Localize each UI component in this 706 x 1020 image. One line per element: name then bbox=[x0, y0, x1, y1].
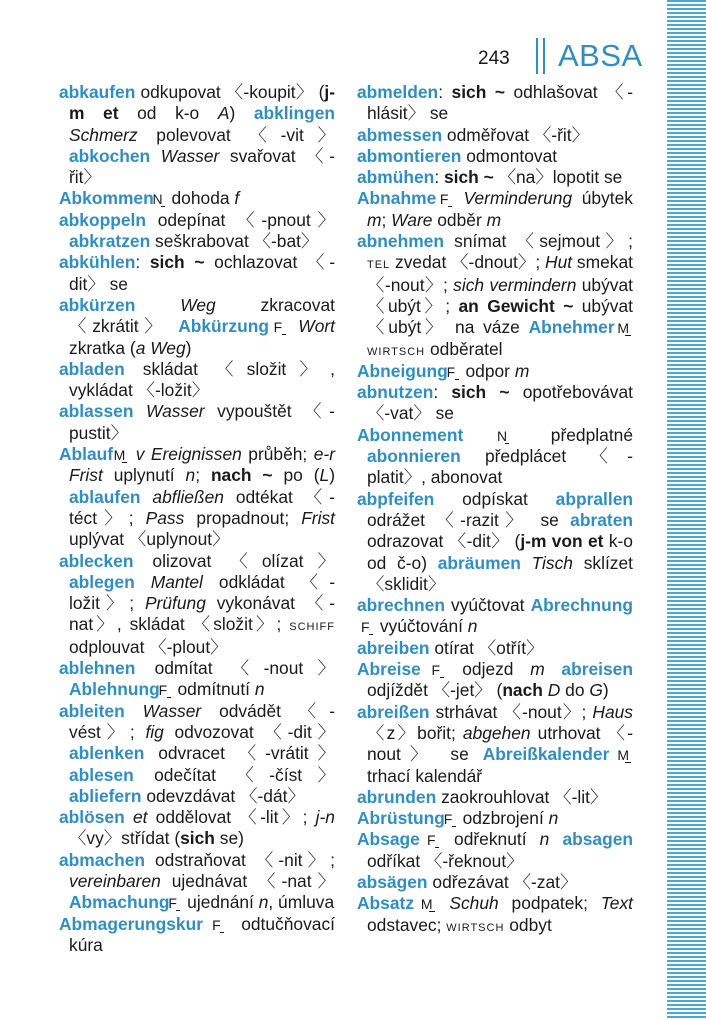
dictionary-entry: abmachen odstraňovat 〈-nit〉; vereinbaren ujednávat 〈-nat〉 Abmachung F ujednání n, úmluva bbox=[59, 849, 335, 913]
dictionary-entry: abmontieren odmontovat bbox=[357, 145, 558, 166]
dictionary-entry: abnehmen snímat 〈sejmout〉; tel zvedat 〈-dnout〉; Hut smekat 〈-nout〉; sich vermindern ubývat 〈ubýt〉; an Gewicht ~ ubývat 〈ubýt〉 na váze Abnehmer Mwirtsch odběratel bbox=[357, 231, 633, 359]
gender-marker: F bbox=[455, 365, 459, 380]
thumb-index-tab bbox=[667, 0, 706, 1020]
running-head: ABSA bbox=[558, 38, 643, 73]
left-column bbox=[59, 82, 335, 956]
dictionary-entry: abnutzen: sich ~ opotřebovávat 〈-vat〉 se bbox=[357, 382, 633, 424]
dictionary-entry: absägen odřezávat 〈-zat〉 bbox=[357, 871, 578, 892]
gender-marker: F bbox=[282, 320, 286, 335]
dictionary-entry: ablassen Wasser vypouštět 〈-pustit〉 bbox=[59, 401, 335, 443]
dictionary-entry: ablecken olizovat 〈olízat〉 ablegen Mantel odkládat 〈-ložit〉; Prüfung vykonávat 〈-nat〉, skládat 〈složit〉; schiff odplouvat 〈-plout〉 bbox=[59, 550, 335, 657]
header-separator bbox=[536, 38, 545, 74]
dictionary-entry: abrunden zaokrouhlovat 〈-lit〉 bbox=[357, 786, 608, 807]
dictionary-entry: Abneigung F odpor m bbox=[357, 360, 530, 381]
dictionary-entry: abmühen: sich ~ 〈na〉lopotit se bbox=[357, 167, 623, 188]
dictionary-entry: ablösen et oddělovat 〈-lit〉; j-n 〈vy〉střídat (sich se) bbox=[59, 807, 335, 849]
dictionary-entry: abrechnen vyúčtovat Abrechnung F vyúčtování n bbox=[357, 595, 633, 637]
dictionary-entry: abkürzen Weg zkracovat 〈zkrátit〉 Abkürzung F Wort zkratka (a Weg) bbox=[59, 294, 335, 358]
dictionary-entry: Absage F odřeknutí n absagen odříkat 〈-řeknout〉 bbox=[357, 829, 633, 871]
gender-marker: F bbox=[369, 620, 373, 635]
gender-marker: F bbox=[167, 683, 171, 698]
gender-marker: M bbox=[617, 320, 629, 337]
gender-marker: M bbox=[420, 896, 433, 913]
dictionary-entry: abmelden: sich ~ odhlašovat 〈-hlásit〉 se bbox=[357, 82, 633, 124]
gender-marker: F bbox=[452, 812, 456, 827]
dictionary-entry: Abkommen N dohoda f bbox=[59, 188, 240, 209]
gender-marker: N bbox=[496, 427, 508, 444]
gender-marker: N bbox=[152, 191, 163, 208]
gender-marker: M bbox=[113, 447, 126, 464]
dictionary-entry: abreißen strhávat 〈-nout〉; Haus 〈z〉bořit; abgehen utrhovat 〈-nout〉 se Abreißkalender M trhací kalendář bbox=[357, 701, 633, 786]
page-number: 243 bbox=[478, 48, 510, 69]
dictionary-entry: Abnahme F Verminderung úbytek m; Ware odběr m bbox=[357, 188, 633, 230]
dictionary-entry: abkühlen: sich ~ ochlazovat 〈-dit〉 se bbox=[59, 252, 335, 294]
gender-marker: F bbox=[435, 833, 439, 848]
gender-marker: F bbox=[440, 663, 444, 678]
dictionary-entry: abpfeifen odpískat abprallen odrážet 〈-razit〉 se abraten odrazovat 〈-dit〉 (j-m von et k-o od č-o) abräumen Tisch sklízet 〈sklidit〉 bbox=[357, 488, 633, 594]
dictionary-entry: Ablauf M v Ereignissen průběh; e-r Frist uplynutí n; nach ~ po (L) ablaufen abfließen odtékat 〈-téct〉; Pass propadnout; Frist uplývat 〈uplynout〉 bbox=[59, 444, 335, 550]
gender-marker: M bbox=[617, 747, 629, 764]
dictionary-entry: abladen skládat 〈složit〉, vykládat 〈-ložit〉 bbox=[59, 358, 335, 401]
dictionary-entry: Absatz M Schuh podpatek; Text odstavec; wirtsch odbyt bbox=[357, 893, 633, 935]
gender-marker: F bbox=[176, 896, 180, 911]
gender-marker: F bbox=[220, 918, 224, 933]
dictionary-entry: abmessen odměřovat 〈-řit〉 bbox=[357, 124, 589, 145]
dictionary-entry: abreiben otírat 〈otřít〉 bbox=[357, 637, 544, 658]
right-column bbox=[357, 82, 633, 937]
dictionary-entry: Abrüstung F odzbrojení n bbox=[357, 808, 559, 829]
dictionary-entry: abkoppeln odepínat 〈-pnout〉 abkratzen seškrabovat 〈-bat〉 bbox=[59, 209, 335, 252]
dictionary-entry: abkaufen odkupovat 〈-koupit〉 (j-m et od k-o A) abklingen Schmerz polevovat 〈-vit〉 abkochen Wasser svařovat 〈-řit〉 bbox=[59, 82, 335, 188]
gender-marker: F bbox=[448, 192, 452, 207]
dictionary-entry: Abonnement N předplatné abonnieren předplácet 〈-platit〉, abonovat bbox=[357, 424, 633, 488]
dictionary-entry: ablehnen odmítat 〈-nout〉 Ablehnung F odmítnutí n bbox=[59, 658, 335, 700]
dictionary-entry: Abmagerungskur F odtučňovací kúra bbox=[59, 913, 335, 955]
dictionary-entry: Abreise F odjezd m abreisen odjíždět 〈-jet〉 (nach D do G) bbox=[357, 659, 633, 701]
dictionary-entry: ableiten Wasser odvádět 〈-vést〉; fig odvozovat 〈-dit〉 ablenken odvracet 〈-vrátit〉 ablesen odečítat 〈-číst〉 abliefern odevzdávat 〈-dát〉 bbox=[59, 700, 335, 806]
